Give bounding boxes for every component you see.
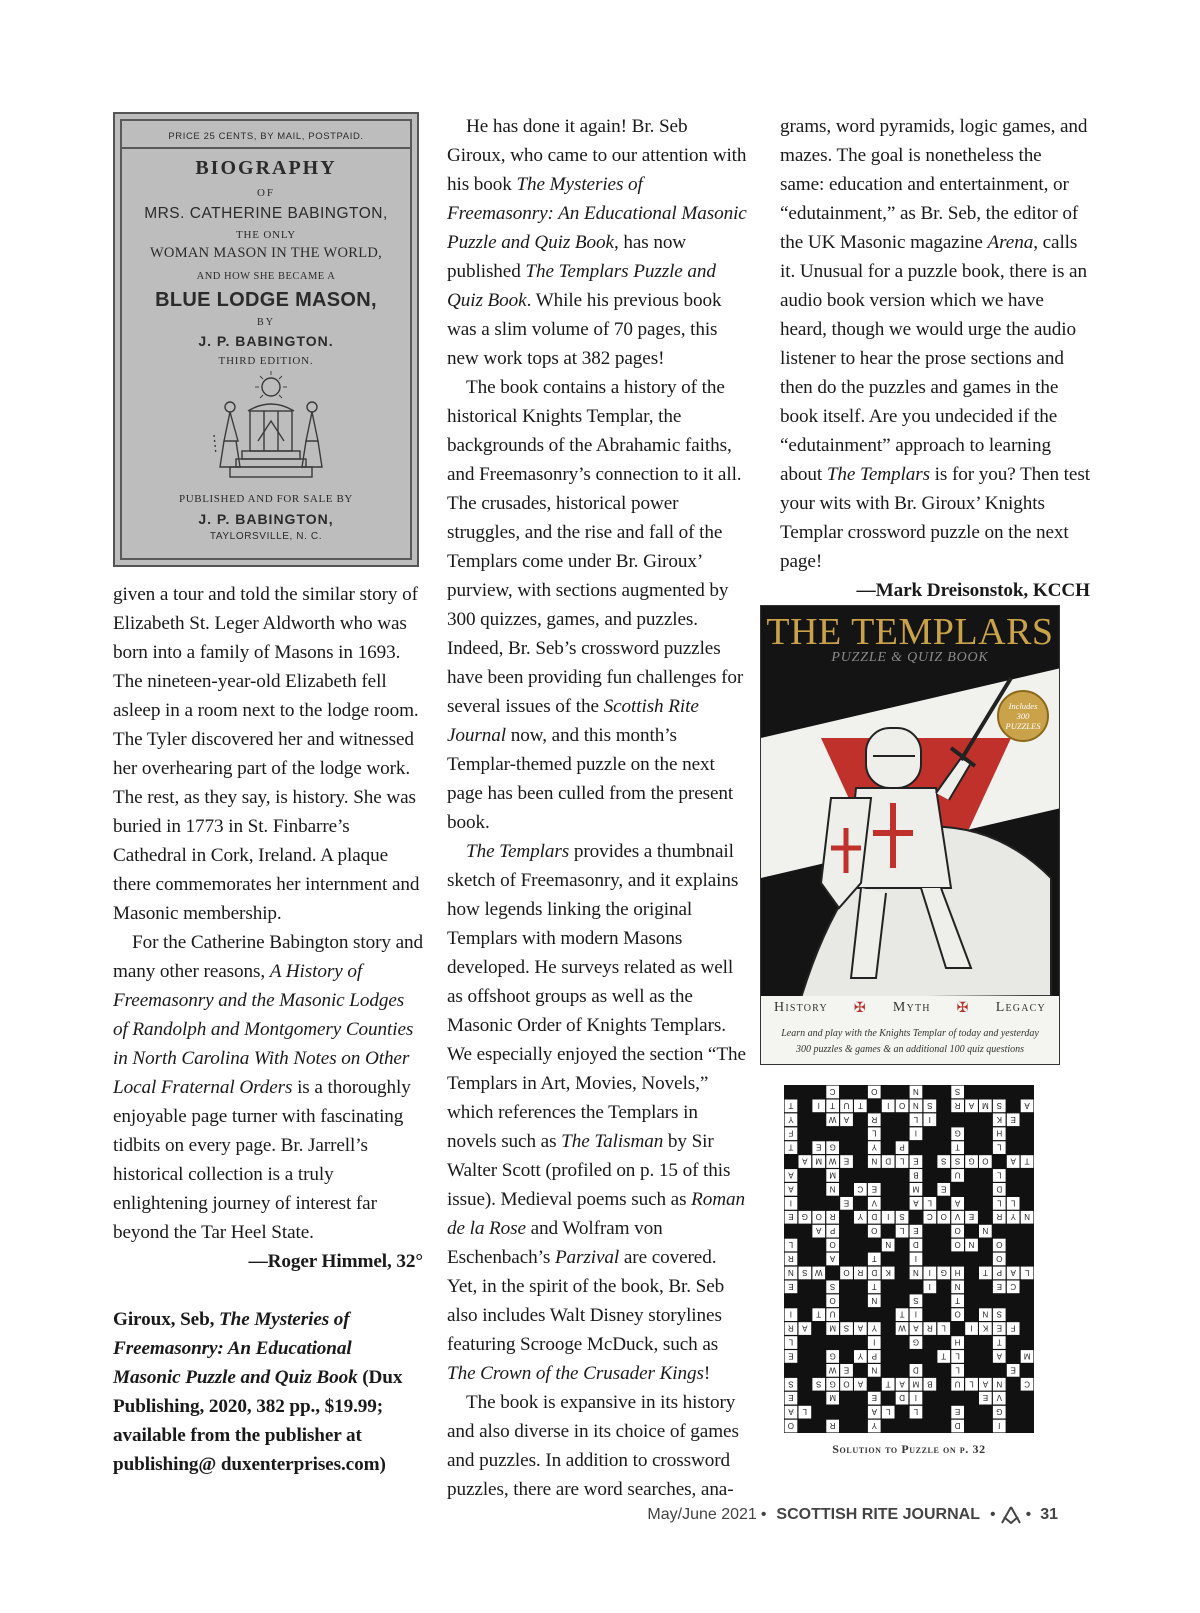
crossword-letter: G: [940, 1267, 947, 1277]
crossword-letter: M: [829, 1393, 836, 1403]
crossword-letter: W: [814, 1267, 823, 1277]
col3-paragraph-1: [780, 112, 1090, 576]
cover-author: J. P. BABINGTON.: [198, 333, 334, 349]
crossword-letter: R: [996, 1212, 1003, 1222]
crossword-letter: I: [928, 1281, 931, 1291]
crossword-letter: P: [871, 1351, 877, 1361]
crossword-letter: T: [830, 1100, 836, 1110]
crossword-letter: G: [801, 1212, 808, 1222]
crossword-letter: A: [802, 1323, 808, 1333]
badge-line: Includes: [1008, 701, 1038, 711]
crossword-letter: L: [955, 1351, 960, 1361]
footer-bullet: •: [1025, 1506, 1032, 1523]
crossword-letter: T: [1024, 1156, 1030, 1166]
crossword-letter: V: [871, 1198, 877, 1208]
footer-bullet: •: [989, 1506, 996, 1523]
crossword-letter: H: [996, 1128, 1003, 1138]
crossword-letter: S: [954, 1087, 961, 1096]
crossword-letter: K: [885, 1267, 891, 1277]
crossword-letter: N: [913, 1087, 919, 1096]
crossword-grid-icon: [784, 1085, 1034, 1433]
book-title-history: A History of Freemasonry and the Masonic Lodges of Randolph and Montgomery Counties in North Carolina With Notes on Other Local Fraternal Orders: [113, 961, 414, 1098]
column-right: [780, 112, 1090, 605]
cover-frame: [120, 119, 412, 560]
crossword-letter: E: [788, 1281, 794, 1291]
crossword-letter: O: [954, 1226, 961, 1236]
crossword-letter: P: [899, 1142, 905, 1152]
page-footer: [647, 1500, 1058, 1530]
crossword-letter: L: [927, 1198, 933, 1208]
crossword-letter: N: [829, 1184, 836, 1194]
crossword-letter: R: [829, 1421, 836, 1430]
crossword-letter: F: [1010, 1323, 1016, 1333]
book-title: The Talisman: [561, 1131, 664, 1152]
crossword-letter: S: [996, 1309, 1002, 1319]
crossword-letter: W: [898, 1323, 906, 1333]
crossword-letter: D: [913, 1365, 919, 1375]
crossword-letter: O: [954, 1240, 961, 1250]
column-middle: [447, 112, 747, 1504]
cover-published: PUBLISHED AND FOR SALE BY: [179, 493, 353, 505]
crossword-letter: H: [954, 1337, 961, 1347]
crossword-letter: S: [996, 1100, 1002, 1110]
crossword-letter: N: [885, 1240, 892, 1250]
templars-cover-subtitle: PUZZLE & QUIZ BOOK: [831, 650, 989, 665]
crossword-letter: S: [788, 1379, 794, 1389]
crossword-letter: S: [913, 1295, 919, 1305]
crossword-letter: K: [982, 1323, 989, 1333]
crossword-letter: R: [857, 1267, 864, 1277]
crossword-letter: N: [913, 1100, 919, 1110]
footer-bullet: •: [760, 1506, 767, 1523]
crossword-letter: E: [816, 1142, 822, 1152]
crossword-letter: M: [1023, 1351, 1031, 1361]
crossword-letter: E: [788, 1351, 794, 1361]
crossword-letter: T: [816, 1309, 822, 1319]
crossword-letter: L: [969, 1379, 974, 1389]
crossword-letter: M: [982, 1100, 989, 1110]
crossword-letter: Y: [871, 1323, 877, 1333]
crossword-letter: T: [788, 1142, 794, 1152]
crossword-letter: O: [843, 1379, 850, 1389]
text-span: , calls it. Unusual for a puzzle book, there is an audio book version which we have heard, though we would urge the audio listener to hear the prose sections and then do the puzzles and games in the book itself. Are you undecided if the “edutainment” approach to learning about: [780, 232, 1087, 485]
crossword-letter: A: [788, 1170, 794, 1180]
crossword-letter: U: [954, 1170, 961, 1180]
history-myth-legacy: [761, 1000, 1059, 1016]
crossword-letter: A: [1010, 1156, 1016, 1166]
crossword-letter: L: [802, 1407, 808, 1417]
badge-line: 300: [1016, 711, 1030, 721]
crossword-letter: N: [913, 1267, 919, 1277]
cross-icon: ✠: [853, 1000, 867, 1016]
crossword-letter: L: [997, 1142, 1002, 1152]
cover-by: BY: [257, 317, 275, 328]
crossword-letter: H: [954, 1267, 961, 1277]
crossword-letter: G: [996, 1407, 1003, 1417]
cover-name: MRS. CATHERINE BABINGTON,: [144, 205, 388, 222]
crossword-letter: O: [954, 1309, 961, 1319]
crossword-letter: A: [982, 1379, 989, 1389]
text-span: , has now published: [447, 232, 687, 282]
crossword-letter: T: [941, 1351, 947, 1361]
crossword-letter: Y: [1010, 1212, 1016, 1222]
crossword-letter: B: [927, 1379, 933, 1389]
cover-city: TAYLORSVILLE, N. C.: [209, 531, 323, 542]
crossword-letter: I: [970, 1323, 973, 1333]
crossword-letter: L: [885, 1407, 891, 1417]
crossword-letter: I: [928, 1114, 931, 1124]
col2-paragraph-1: [447, 112, 747, 373]
crossword-letter: D: [913, 1240, 919, 1250]
crossword-letter: S: [816, 1379, 822, 1389]
crossword-letter: T: [788, 1100, 794, 1110]
text-span: is for you? Then test your wits with Br. Giroux’ Knights Templar crossword puzzle on the next page!: [780, 464, 1090, 572]
crossword-letter: M: [829, 1170, 836, 1180]
crossword-letter: A: [788, 1407, 794, 1417]
crossword-letter: E: [1010, 1365, 1016, 1375]
crossword-letter: E: [788, 1212, 794, 1222]
crossword-letter: T: [982, 1267, 988, 1277]
crossword-letter: A: [871, 1407, 877, 1417]
book-title: Parzival: [554, 1247, 620, 1268]
crossword-letter: O: [996, 1240, 1003, 1250]
crossword-letter: O: [829, 1240, 836, 1250]
crossword-letter: M: [912, 1184, 920, 1194]
crossword-letter: U: [954, 1379, 961, 1389]
crossword-letter: L: [1024, 1267, 1030, 1277]
crossword-letter: A: [857, 1379, 864, 1389]
crossword-letter: A: [788, 1184, 794, 1194]
crossword-letter: L: [997, 1198, 1002, 1208]
crossword-letter: I: [789, 1198, 793, 1208]
crossword-letter: E: [941, 1184, 947, 1194]
crossword-letter: N: [1024, 1212, 1030, 1222]
crossword-letter: R: [829, 1212, 836, 1222]
templars-cover-puzzles: 300 puzzles & games & an additional 100 quiz questions: [795, 1044, 1025, 1055]
crossword-letter: G: [829, 1142, 836, 1152]
cover-how: AND HOW SHE BECAME A: [196, 271, 336, 282]
col1-paragraph-1: given a tour and told the similar story of Elizabeth St. Leger Aldworth who was born into a family of Masons in 1693. The nineteen-year-old Elizabeth fell asleep in a room next to the lodge room. The Tyler discovered her and witnessed her overhearing part of the lodge work. The rest, as they say, is history. She was buried in 1773 in St. Finbarre’s Cathedral in Cork, Ireland. A plaque there commemorates her internment and Masonic membership.: [113, 584, 420, 924]
crossword-letter: A: [1024, 1100, 1030, 1110]
crossword-letter: E: [996, 1323, 1002, 1333]
crossword-letter: L: [788, 1240, 794, 1250]
cover-of: OF: [256, 187, 276, 199]
crossword-letter: T: [871, 1281, 877, 1291]
crossword-letter: T: [871, 1254, 877, 1263]
cover-publisher: J. P. BABINGTON,: [198, 511, 334, 527]
crossword-letter: V: [954, 1212, 961, 1222]
ref-title: The Mysteries of Freemasonry: An Educational Masonic Puzzle and Quiz Book: [113, 1309, 358, 1388]
masonic-emblem-icon: [206, 371, 336, 483]
crossword-letter: T: [857, 1100, 863, 1110]
crossword-letter: G: [829, 1379, 836, 1389]
crossword-letter: G: [968, 1156, 975, 1166]
label-legacy: Legacy: [995, 1000, 1046, 1015]
cross-icon: ✠: [956, 1000, 970, 1016]
crossword-letter: A: [899, 1379, 905, 1389]
column-left: [113, 580, 423, 1479]
crossword-solution-grid: [784, 1085, 1034, 1433]
crossword-letter: S: [802, 1267, 808, 1277]
cover-only: THE ONLY: [236, 229, 296, 241]
book-title: Roman de la Rose: [447, 1189, 746, 1239]
crossword-letter: A: [954, 1198, 961, 1208]
crossword-letter: M: [829, 1323, 836, 1333]
crossword-letter: E: [968, 1212, 975, 1222]
crossword-letter: G: [954, 1128, 961, 1138]
crossword-letter: E: [996, 1281, 1002, 1291]
cover-price: PRICE 25 CENTS, BY MAIL, POSTPAID.: [168, 131, 364, 142]
crossword-letter: O: [898, 1100, 906, 1110]
text-span: !: [703, 1363, 711, 1384]
crossword-letter: E: [843, 1365, 850, 1375]
crossword-letter: I: [817, 1100, 820, 1110]
crossword-letter: D: [899, 1393, 905, 1403]
crossword-letter: A: [816, 1226, 822, 1236]
crossword-letter: Y: [871, 1421, 877, 1430]
crossword-letter: E: [843, 1198, 850, 1208]
crossword-letter: D: [871, 1267, 878, 1277]
footer-issue: May/June 2021: [647, 1506, 757, 1523]
crossword-letter: S: [843, 1323, 850, 1333]
cover-rule: [122, 147, 410, 149]
crossword-letter: D: [885, 1156, 892, 1166]
crossword-letter: O: [815, 1212, 822, 1222]
crossword-letter: V: [996, 1393, 1002, 1403]
crossword-letter: S: [941, 1156, 947, 1166]
crossword-letter: M: [815, 1156, 823, 1166]
crossword-letter: O: [871, 1087, 878, 1096]
text-span: by Sir Walter Scott (profiled on p. 15 of this issue). Medieval poems such as: [447, 1131, 731, 1210]
crossword-letter: L: [788, 1337, 794, 1347]
crossword-letter: T: [899, 1309, 905, 1319]
crossword-letter: A: [913, 1198, 919, 1208]
text-span: is a thoroughly enjoyable page turner with fascinating tidbits on every page. Br. Jarrell’s historical collection is a truly enlightening journey of interest far beyond the Tar Heel State.: [113, 1077, 411, 1243]
crossword-letter: A: [829, 1254, 836, 1263]
crossword-letter: L: [955, 1365, 960, 1375]
crossword-letter: U: [843, 1100, 850, 1110]
crossword-letter: T: [996, 1337, 1002, 1347]
templars-cover-title: THE TEMPLARS: [766, 611, 1054, 653]
crossword-letter: K: [996, 1114, 1002, 1124]
label-myth: Myth: [892, 1000, 931, 1015]
text-span: The book contains a history of the historical Knights Templar, the backgrounds of the Abrahamic faiths, and Freemasonry’s connection to it all. The crusades, historical power struggles, and the rise and fall of the Templars come under Br. Giroux’ purview, with sections augmented by 300 quizzes, games, and puzzles. Indeed, Br. Seb’s crossword puzzles have been providing fun challenges for several issues of the: [447, 377, 744, 717]
crossword-letter: W: [828, 1365, 837, 1375]
crossword-letter: A: [857, 1323, 864, 1333]
templars-cover-band: [761, 996, 1059, 1065]
crossword-letter: B: [913, 1170, 919, 1180]
crossword-letter: A: [996, 1351, 1002, 1361]
label-history: History: [774, 1000, 828, 1015]
crossword-letter: E: [954, 1407, 961, 1417]
crossword-letter: C: [829, 1087, 836, 1096]
crossword-letter: I: [873, 1337, 876, 1347]
crossword-letter: I: [789, 1309, 793, 1319]
cover-woman: WOMAN MASON IN THE WORLD,: [149, 245, 383, 261]
book-reference: [113, 1305, 423, 1479]
crossword-letter: D: [954, 1421, 961, 1430]
book-title: The Templars Puzzle and Quiz Book: [447, 261, 716, 311]
catherine-babington-cover-image: [113, 112, 419, 567]
crossword-letter: I: [914, 1254, 918, 1263]
cover-edition: THIRD EDITION.: [218, 355, 314, 367]
crossword-letter: E: [871, 1393, 877, 1403]
book-title: The Templars: [466, 841, 570, 862]
crossword-letter: L: [997, 1170, 1002, 1180]
crossword-letter: A: [802, 1156, 808, 1166]
crossword-letter: E: [1010, 1114, 1016, 1124]
footer-journal: SCOTTISH RITE JOURNAL: [776, 1506, 980, 1523]
crossword-letter: S: [954, 1156, 961, 1166]
crossword-letter: R: [871, 1114, 878, 1124]
crossword-letter: W: [828, 1114, 837, 1124]
crossword-letter: Y: [857, 1212, 864, 1222]
crossword-letter: G: [912, 1337, 920, 1347]
crossword-letter: L: [913, 1114, 919, 1124]
crossword-letter: D: [871, 1212, 878, 1222]
crossword-letter: L: [913, 1407, 919, 1417]
crossword-letter: O: [829, 1295, 836, 1305]
crossword-letter: N: [871, 1156, 878, 1166]
book-title: The Crown of the Crusader Kings: [447, 1363, 704, 1384]
crossword-letter: N: [968, 1240, 975, 1250]
crossword-letter: L: [899, 1156, 905, 1166]
crossword-letter: O: [996, 1254, 1003, 1263]
crossword-letter: Y: [788, 1114, 794, 1124]
crossword-letter: I: [914, 1128, 918, 1138]
crossword-letter: T: [955, 1142, 961, 1152]
crossword-letter: R: [788, 1254, 794, 1263]
crossword-letter: M: [912, 1379, 920, 1389]
templars-book-cover-image: [760, 605, 1060, 1065]
page-number: 31: [1040, 1506, 1058, 1523]
crossword-letter: O: [982, 1156, 989, 1166]
templars-cover-tagline: Learn and play with the Knights Templar of today and yesterday: [781, 1028, 1039, 1039]
crossword-letter: Y: [857, 1351, 864, 1361]
crossword-letter: O: [940, 1212, 947, 1222]
text-span: are covered. Yet, in the spirit of the book, Br. Seb also includes Walt Disney storylines featuring Scrooge McDuck, such as: [447, 1247, 725, 1355]
crossword-letter: G: [829, 1351, 836, 1361]
col2-paragraph-2: [447, 373, 747, 837]
spacer: [113, 1276, 423, 1305]
text-span: grams, word pyramids, logic games, and mazes. The goal is nonetheless the same: education and entertainment, or “edutainment,” as Br. Seb, the editor of the UK Masonic magazine: [780, 116, 1088, 253]
cover-title: BIOGRAPHY: [195, 157, 337, 179]
crossword-letter: N: [954, 1281, 961, 1291]
crossword-letter: S: [829, 1281, 836, 1291]
crossword-letter: N: [982, 1226, 989, 1236]
text-span: He has done it again! Br. Seb Giroux, who came to our attention with his book: [447, 116, 747, 195]
crossword-letter: C: [926, 1212, 933, 1222]
col1-paragraph-2: [113, 928, 423, 1247]
crossword-letter: I: [928, 1267, 931, 1277]
crossword-letter: I: [887, 1212, 890, 1222]
crossword-letter: E: [871, 1184, 877, 1194]
crossword-letter: O: [871, 1226, 878, 1236]
crossword-letter: L: [872, 1128, 877, 1138]
text-span: provides a thumbnail sketch of Freemasonry, and it explains how legends linking the original Templars with modern Masons developed. He surveys related as well as offshoot groups as well as the Masonic Order of Knights Templars. We especially enjoyed the section “The Templars in Art, Movies, Novels,” which references the Templars in novels such as: [447, 841, 746, 1152]
book-title: The Mysteries of Freemasonry: An Educational Masonic Puzzle and Quiz Book: [447, 174, 747, 253]
crossword-letter: N: [996, 1379, 1003, 1389]
crossword-letter: R: [954, 1100, 961, 1110]
crossword-letter: I: [998, 1421, 1001, 1430]
crossword-letter: N: [788, 1267, 794, 1277]
crossword-letter: E: [913, 1226, 919, 1236]
crossword-letter: C: [1024, 1379, 1030, 1389]
text-span: . While his previous book was a slim volume of 70 pages, this new work tops at 382 pages!: [447, 290, 722, 369]
text-span: For the Catherine Babington story and many other reasons,: [113, 932, 423, 982]
signature-dreisonstok: —Mark Dreisonstok, KCCH: [856, 580, 1090, 601]
magazine-title: Arena: [987, 232, 1034, 253]
crossword-letter: I: [914, 1309, 918, 1319]
crossword-letter: Y: [871, 1142, 877, 1152]
col2-paragraph-4: The book is expansive in its history and also diverse in its choice of games and puzzles. In addition to crossword puzzles, there are word searches, ana-: [447, 1392, 739, 1500]
includes-300-puzzles-badge: [997, 690, 1049, 742]
book-title: The Templars: [826, 464, 930, 485]
crossword-letter: T: [955, 1295, 961, 1305]
crossword-letter: R: [788, 1323, 794, 1333]
crossword-letter: P: [829, 1226, 836, 1236]
crossword-letter: E: [843, 1156, 850, 1166]
crossword-letter: R: [926, 1323, 933, 1333]
crossword-letter: S: [899, 1212, 905, 1222]
crossword-letter: I: [914, 1393, 918, 1403]
crossword-letter: O: [787, 1421, 795, 1430]
crossword-letter: T: [885, 1379, 891, 1389]
ref-author: Giroux, Seb,: [113, 1309, 220, 1330]
crossword-caption: Solution to Puzzle on p. 32: [832, 1442, 986, 1456]
crossword-letter: C: [857, 1184, 864, 1194]
crossword-letter: N: [982, 1309, 989, 1319]
signature-himmel: —Roger Himmel, 32°: [248, 1251, 423, 1272]
text-span: now, and this month’s Templar-themed puzzle on the next page has been culled from the present book.: [447, 725, 734, 833]
crossword-letter: E: [913, 1156, 919, 1166]
crossword-letter: A: [913, 1323, 919, 1333]
crossword-letter: U: [829, 1309, 836, 1319]
crossword-letter: A: [968, 1100, 975, 1110]
badge-line: PUZZLES: [1005, 721, 1041, 731]
crossword-letter: P: [996, 1267, 1002, 1277]
col2-paragraph-3: [447, 837, 747, 1388]
crossword-letter: L: [941, 1323, 946, 1333]
journal-title: Scottish Rite Journal: [447, 696, 699, 746]
crossword-letter: N: [871, 1295, 878, 1305]
crossword-letter: F: [788, 1128, 794, 1138]
text-span: and Wolfram von Eschenbach’s: [447, 1218, 663, 1268]
crossword-letter: D: [996, 1184, 1003, 1194]
crossword-letter: E: [788, 1393, 794, 1403]
crossword-letter: E: [982, 1393, 989, 1403]
crossword-letter: S: [927, 1100, 933, 1110]
crossword-letter: W: [828, 1156, 837, 1166]
crossword-letter: L: [1010, 1198, 1016, 1208]
crossword-letter: A: [1010, 1267, 1016, 1277]
crossword-letter: N: [871, 1365, 878, 1375]
crossword-letter: A: [843, 1114, 850, 1124]
crossword-letter: L: [899, 1226, 905, 1236]
square-and-compass-icon: [1000, 1506, 1022, 1524]
crossword-letter: C: [1010, 1281, 1017, 1291]
crossword-letter: O: [843, 1267, 850, 1277]
ref-details: (Dux Publishing, 2020, 382 pp., $19.99; available from the publisher at publishing@ duxenterprises.com): [113, 1367, 403, 1475]
crossword-letter: I: [887, 1100, 890, 1110]
cover-blue-lodge: BLUE LODGE MASON,: [155, 289, 377, 311]
